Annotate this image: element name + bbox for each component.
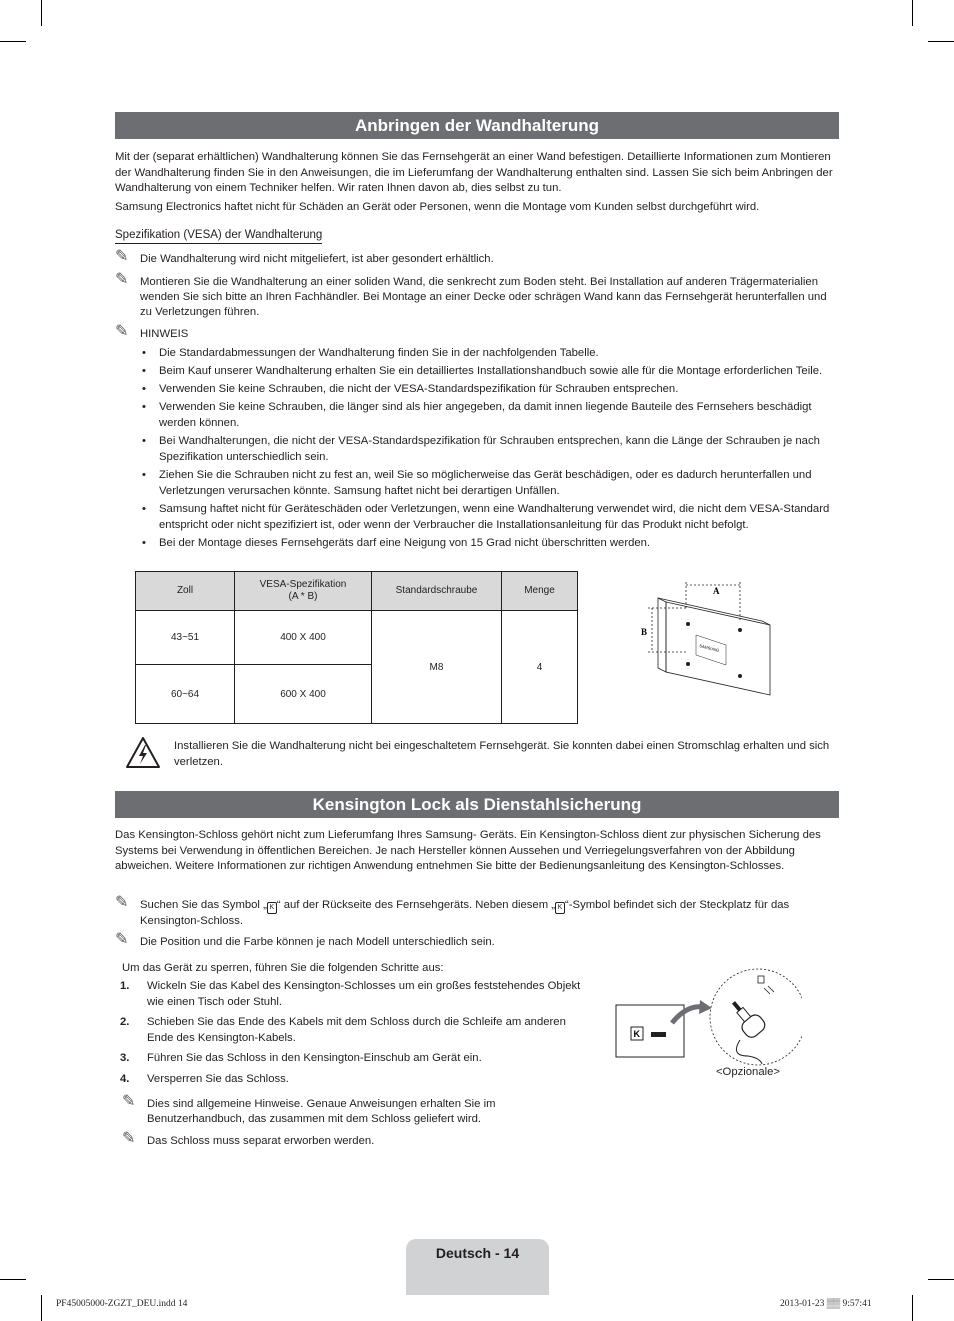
crop-mark xyxy=(41,1295,42,1321)
optional-label: <Opzionale> xyxy=(715,1066,781,1078)
note-text: Die Position und die Farbe können je nach Modell unterschiedlich sein. xyxy=(140,936,495,948)
kensington-lock-icon: K xyxy=(267,902,277,914)
list-item xyxy=(120,1015,595,1046)
list-item: • Bei Wandhalterungen, die nicht der VESA-Standardspezifikation für Schrauben entsprechen, kann die Länge der Schrauben je nach Spezifikation unterschiedlich sein. xyxy=(140,433,840,465)
pencil-note-icon: ✎ xyxy=(115,271,129,288)
header-vesa xyxy=(235,572,372,611)
list-item xyxy=(120,1051,595,1067)
header-vesa-line1: VESA-Spezifikation xyxy=(259,579,347,590)
list-item: • Verwenden Sie keine Schrauben, die nicht der VESA-Standardspezifikation für Schrauben entsprechen. xyxy=(140,381,840,397)
lock-steps-list xyxy=(120,979,595,1092)
note-not-included xyxy=(115,248,839,267)
note-text-part: “ auf der Rückseite des Fernsehgeräts. Neben diesem „ xyxy=(276,899,556,911)
header-vesa-line2: (A * B) xyxy=(288,591,318,602)
hinweis-label: HINWEIS xyxy=(140,328,189,340)
mount-hole xyxy=(686,622,690,626)
kensington-lock-icon: K xyxy=(555,902,565,914)
page-number: Deutsch - 14 xyxy=(435,1245,520,1261)
step-text: Versperren Sie das Schloss. xyxy=(147,1072,289,1085)
note-position-color xyxy=(115,931,839,950)
cell-vesa: 400 X 400 xyxy=(235,611,372,665)
crop-mark xyxy=(928,1279,954,1280)
note-text: Das Schloss muss separat erworben werden. xyxy=(147,1135,375,1147)
pencil-note-icon: ✎ xyxy=(122,1130,136,1147)
list-item: • Die Standardabmessungen der Wandhalterung finden Sie in der nachfolgenden Tabelle. xyxy=(140,345,840,361)
pencil-note-icon: ✎ xyxy=(115,894,129,911)
dimension-b-label: B xyxy=(641,627,648,637)
note-text xyxy=(115,898,839,929)
section-title-wall-mount: Anbringen der Wandhalterung xyxy=(115,112,839,139)
steps-intro: Um das Gerät zu sperren, führen Sie die folgenden Schritte aus: xyxy=(122,962,444,974)
vesa-subheading: Spezifikation (VESA) der Wandhalterung xyxy=(115,228,322,244)
kensington-lock-diagram xyxy=(612,968,802,1068)
pencil-note-icon: ✎ xyxy=(115,323,129,340)
file-slug: PF45005000-ZGZT_DEU.indd 14 xyxy=(56,1299,188,1309)
mount-hole xyxy=(738,674,742,678)
crop-mark xyxy=(928,41,954,42)
cell-qty: 4 xyxy=(502,611,578,724)
slot-label: K xyxy=(633,1029,640,1039)
step-number: 2. xyxy=(120,1016,130,1028)
list-item: • Ziehen Sie die Schrauben nicht zu fest an, weil Sie so möglicherweise das Gerät beschädigen, oder es dadurch herunterfallen und Verletzungen verursachen könnte. Samsung haftet nicht bei derartigen Unfällen. xyxy=(140,467,840,499)
crop-mark xyxy=(912,0,913,26)
list-item: • Verwenden Sie keine Schrauben, die länger sind als hier angegeben, da damit innen liegende Bauteile des Fernsehers beschädigt werden können. xyxy=(140,399,840,431)
date-slug: 2013-01-23 ▒▒ 9:57:41 xyxy=(780,1299,872,1309)
note-text: Die Wandhalterung wird nicht mitgeliefert, ist aber gesondert erhältlich. xyxy=(140,253,494,265)
note-kensington-symbol xyxy=(115,894,839,929)
step-text: Führen Sie das Schloss in den Kensington-Einschub am Gerät ein. xyxy=(147,1052,482,1064)
kensington-intro: Das Kensington-Schloss gehört nicht zum Lieferumfang Ihres Samsung- Geräts. Ein Kensington-Schloss dient zur physischen Sicherung des Systems bei Verwendung in öffentlichen Bereichen. Je nach Hersteller können Aussehen und Verriegelungsverfahren von der Abbildung abweichen. Weitere Informationen zur richtigen Anwendung entnehmen Sie bitte der Bedienungsanleitung des Kensington-Schlosses. xyxy=(115,829,821,872)
list-item: • Beim Kauf unserer Wandhalterung erhalten Sie ein detailliertes Installationshandbuch sowie alle für die Montage erforderlichen Teile. xyxy=(140,363,840,379)
table-header-row xyxy=(136,572,578,611)
warning-text: Installieren Sie die Wandhalterung nicht bei eingeschaltetem Fernsehgerät. Sie konnten dabei einen Stromschlag erhalten und sich verletzen. xyxy=(174,740,830,768)
note-hinweis xyxy=(115,323,839,342)
pencil-note-icon: ✎ xyxy=(115,248,129,265)
list-item xyxy=(120,979,595,1010)
hinweis-bullet-list xyxy=(140,345,840,553)
note-text-part: Suchen Sie das Symbol „ xyxy=(140,899,267,911)
crop-mark xyxy=(0,1279,26,1280)
kensington-slot xyxy=(651,1032,666,1037)
note-general-hints xyxy=(122,1093,592,1127)
mount-hole xyxy=(686,662,690,666)
list-item xyxy=(120,1072,595,1088)
note-solid-wall xyxy=(115,271,839,320)
vesa-spec-table xyxy=(135,571,578,724)
header-screw: Standardschraube xyxy=(372,572,502,611)
table-row xyxy=(136,611,578,665)
step-text: Wickeln Sie das Kabel des Kensington-Schlosses um ein großes feststehendes Objekt wie einen Tisch oder Stuhl. xyxy=(147,980,581,1008)
note-text: Montieren Sie die Wandhalterung an einer soliden Wand, die senkrecht zum Boden steht. Bei Installation auf anderen Trägermaterialien wenden Sie sich bitte an Ihren Fachhändler. Bei Montage an einer Decke oder schrägen Wand kann das Fernsehgerät herunterfallen und zu Verletzungen führen. xyxy=(140,276,827,318)
crop-mark xyxy=(41,0,42,26)
device-panel xyxy=(616,1005,684,1057)
brand-logo-text: SAMSUNG xyxy=(698,643,720,653)
header-zoll: Zoll xyxy=(136,572,235,611)
note-text: Dies sind allgemeine Hinweise. Genaue Anweisungen erhalten Sie im Benutzerhandbuch, das zusammen mit dem Schloss geliefert wird. xyxy=(147,1098,496,1125)
list-item: • Samsung haftet nicht für Geräteschäden oder Verletzungen, wenn eine Wandhalterung verwendet wird, die nicht dem VESA-Standard entspricht oder nicht spezifiziert ist, oder wenn der Verbraucher die Installationsanleitung für das Produkt nicht befolgt. xyxy=(140,501,840,533)
arrow-head xyxy=(699,1000,712,1014)
step-number: 1. xyxy=(120,980,130,992)
crop-mark xyxy=(912,1295,913,1321)
pencil-note-icon: ✎ xyxy=(122,1093,136,1110)
tv-side-edge xyxy=(658,598,666,672)
cell-screw: M8 xyxy=(372,611,502,724)
cell-vesa: 600 X 400 xyxy=(235,665,372,724)
pencil-note-icon: ✎ xyxy=(115,931,129,948)
header-qty: Menge xyxy=(502,572,578,611)
step-number: 3. xyxy=(120,1052,130,1064)
section-title-kensington: Kensington Lock als Dienstahlsicherung xyxy=(115,791,839,818)
dimension-a-label: A xyxy=(713,586,720,596)
wall-mount-disclaimer: Samsung Electronics haftet nicht für Schäden an Gerät oder Personen, wenn die Montage vom Kunden selbst durchgeführt wird. xyxy=(115,201,760,213)
cell-zoll: 43~51 xyxy=(136,611,235,665)
step-number: 4. xyxy=(120,1072,130,1085)
list-item: • Bei der Montage dieses Fernsehgeräts darf eine Neigung von 15 Grad nicht überschritten werden. xyxy=(140,535,840,551)
crop-mark xyxy=(0,41,26,42)
electric-shock-warning-icon xyxy=(124,735,162,771)
wall-mount-intro: Mit der (separat erhältlichen) Wandhalterung können Sie das Fernsehgerät an einer Wand befestigen. Detaillierte Informationen zum Montieren der Wandhalterung finden Sie in den Anweisungen, die im Lieferumfang der Wandhalterung enthalten sind. Lassen Sie sich beim Anbringen der Wandhalterung von einem Techniker helfen. Wir raten Ihnen davon ab, dies selbst zu tun. xyxy=(115,151,833,194)
note-buy-separately xyxy=(122,1130,592,1149)
cell-zoll: 60~64 xyxy=(136,665,235,724)
tv-back-diagram xyxy=(636,580,778,700)
note-text-part: “-Symbol befindet sich der Steckplatz für das Kensington-Schloss. xyxy=(140,899,790,927)
mount-hole xyxy=(738,628,742,632)
step-text: Schieben Sie das Ende des Kabels mit dem Schloss durch die Schleife am anderen Ende des Kensington-Kabels. xyxy=(147,1016,566,1044)
